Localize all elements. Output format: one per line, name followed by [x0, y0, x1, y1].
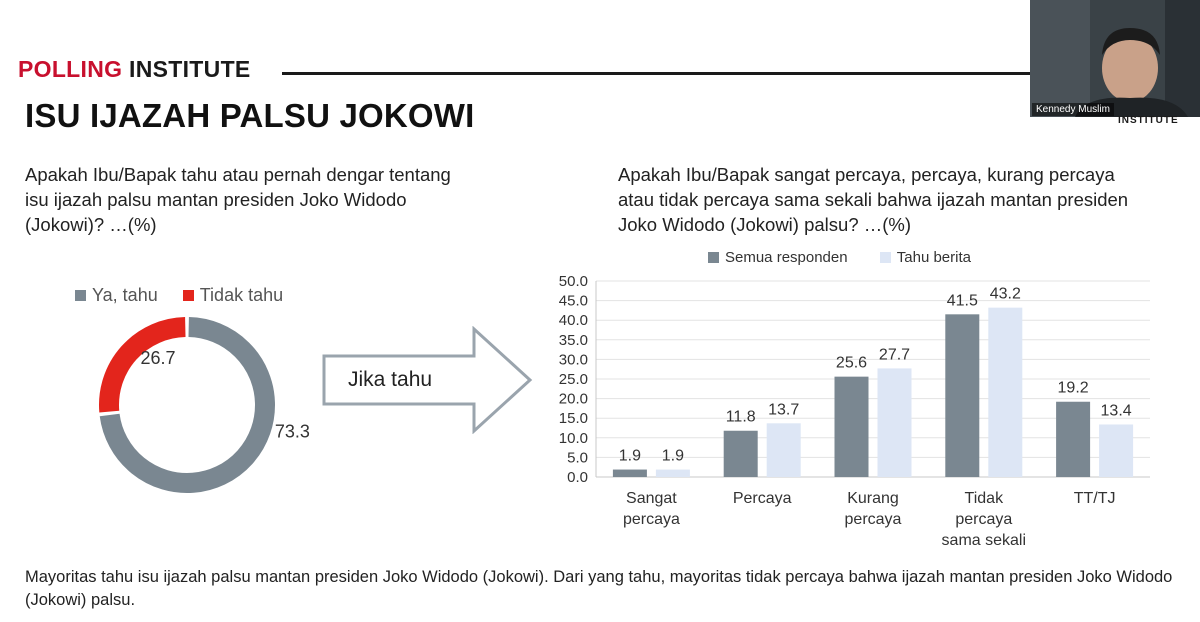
donut-legend: [75, 285, 303, 306]
x-tick-label: Kurang: [847, 490, 899, 507]
donut-label-tidak: 26.7: [140, 347, 176, 368]
x-tick-label: TT/TJ: [1073, 490, 1116, 507]
bar-tahu: [1099, 424, 1133, 477]
bar-value-label: 27.7: [878, 346, 911, 364]
y-tick-label: 10.0: [558, 429, 588, 447]
bar-semua: [724, 431, 758, 477]
presenter-photo: [1030, 0, 1200, 117]
x-tick-label: percaya: [844, 511, 902, 528]
arrow-label: Jika tahu: [348, 368, 433, 391]
legend-swatch: [75, 290, 86, 301]
webcam-brand: INSTITUTE: [1118, 115, 1179, 126]
x-tick-label: Sangat: [626, 490, 677, 507]
legend-label: Ya, tahu: [92, 285, 158, 305]
bar-value-label: 11.8: [725, 408, 756, 426]
legend-item-ya: [75, 285, 158, 306]
y-tick-label: 25.0: [558, 371, 588, 388]
y-tick-label: 15.0: [558, 410, 588, 428]
brand-logo: [18, 56, 251, 83]
y-tick-label: 0.0: [567, 469, 588, 486]
legend-item-tahu: [880, 249, 971, 266]
bar-tahu: [878, 368, 912, 477]
left-question: Apakah Ibu/Bapak tahu atau pernah dengar tentang isu ijazah palsu mantan presiden Joko Widodo (Jokowi)? …(%): [25, 164, 451, 235]
bar-value-label: 1.9: [618, 447, 642, 465]
x-tick-label: percaya: [955, 511, 1013, 528]
y-tick-label: 45.0: [558, 292, 588, 310]
header-divider: [282, 72, 1030, 75]
x-tick-label: Percaya: [732, 490, 792, 507]
donut-slice: [110, 327, 265, 483]
bar-value-label: 25.6: [835, 354, 868, 372]
y-tick-label: 35.0: [558, 331, 588, 349]
bar-value-label: 19.2: [1057, 379, 1089, 397]
brand-polling: POLLING: [18, 56, 123, 82]
bar-legend: [708, 249, 999, 267]
right-question: Apakah Ibu/Bapak sangat percaya, percaya, kurang percaya atau tidak percaya sama sekali bahwa ijazah mantan presiden Joko Widodo (Jokowi) palsu? …(%): [618, 164, 1129, 235]
y-tick-label: 40.0: [558, 312, 588, 330]
bar-value-label: 41.5: [946, 292, 978, 310]
bar-semua: [945, 314, 979, 477]
bar-value-label: 13.7: [768, 401, 800, 419]
y-tick-label: 20.0: [558, 390, 588, 408]
bar-value-label: 13.4: [1100, 402, 1132, 420]
legend-label: Tahu berita: [896, 249, 971, 266]
legend-item-semua: [708, 249, 848, 266]
bar-semua: [835, 377, 869, 477]
bar-semua: [613, 470, 647, 477]
x-tick-label: percaya: [622, 511, 680, 528]
footer-summary: Mayoritas tahu isu ijazah palsu mantan presiden Joko Widodo (Jokowi). Dari yang tahu, mayoritas tidak percaya bahwa ijazah mantan presiden Joko Widodo (Jokowi) palsu.: [25, 568, 1173, 609]
legend-swatch: [880, 252, 891, 263]
x-tick-label: sama sekali: [941, 532, 1027, 549]
y-tick-label: 50.0: [558, 273, 588, 290]
bar-value-label: 43.2: [989, 285, 1021, 303]
webcam-name-tag: Kennedy Muslim: [1032, 103, 1114, 116]
bar-semua: [1056, 402, 1090, 477]
webcam-video: [1030, 0, 1200, 117]
page-title: ISU IJAZAH PALSU JOKOWI: [25, 97, 475, 134]
legend-label: Tidak tahu: [199, 285, 284, 305]
bar-tahu: [656, 470, 690, 477]
brand-institute: INSTITUTE: [129, 56, 251, 82]
legend-swatch: [183, 290, 194, 301]
legend-label: Semua responden: [725, 249, 848, 266]
legend-swatch: [708, 252, 719, 263]
x-tick-label: Tidak: [964, 490, 1004, 507]
bar-tahu: [767, 423, 801, 477]
bar-tahu: [988, 308, 1022, 477]
donut-slice: [109, 327, 185, 412]
legend-item-tidak: [183, 285, 283, 306]
donut-label-ya: 73.3: [274, 421, 310, 442]
bar-value-label: 1.9: [661, 447, 685, 465]
y-tick-label: 30.0: [558, 351, 588, 369]
y-tick-label: 5.0: [567, 449, 588, 467]
